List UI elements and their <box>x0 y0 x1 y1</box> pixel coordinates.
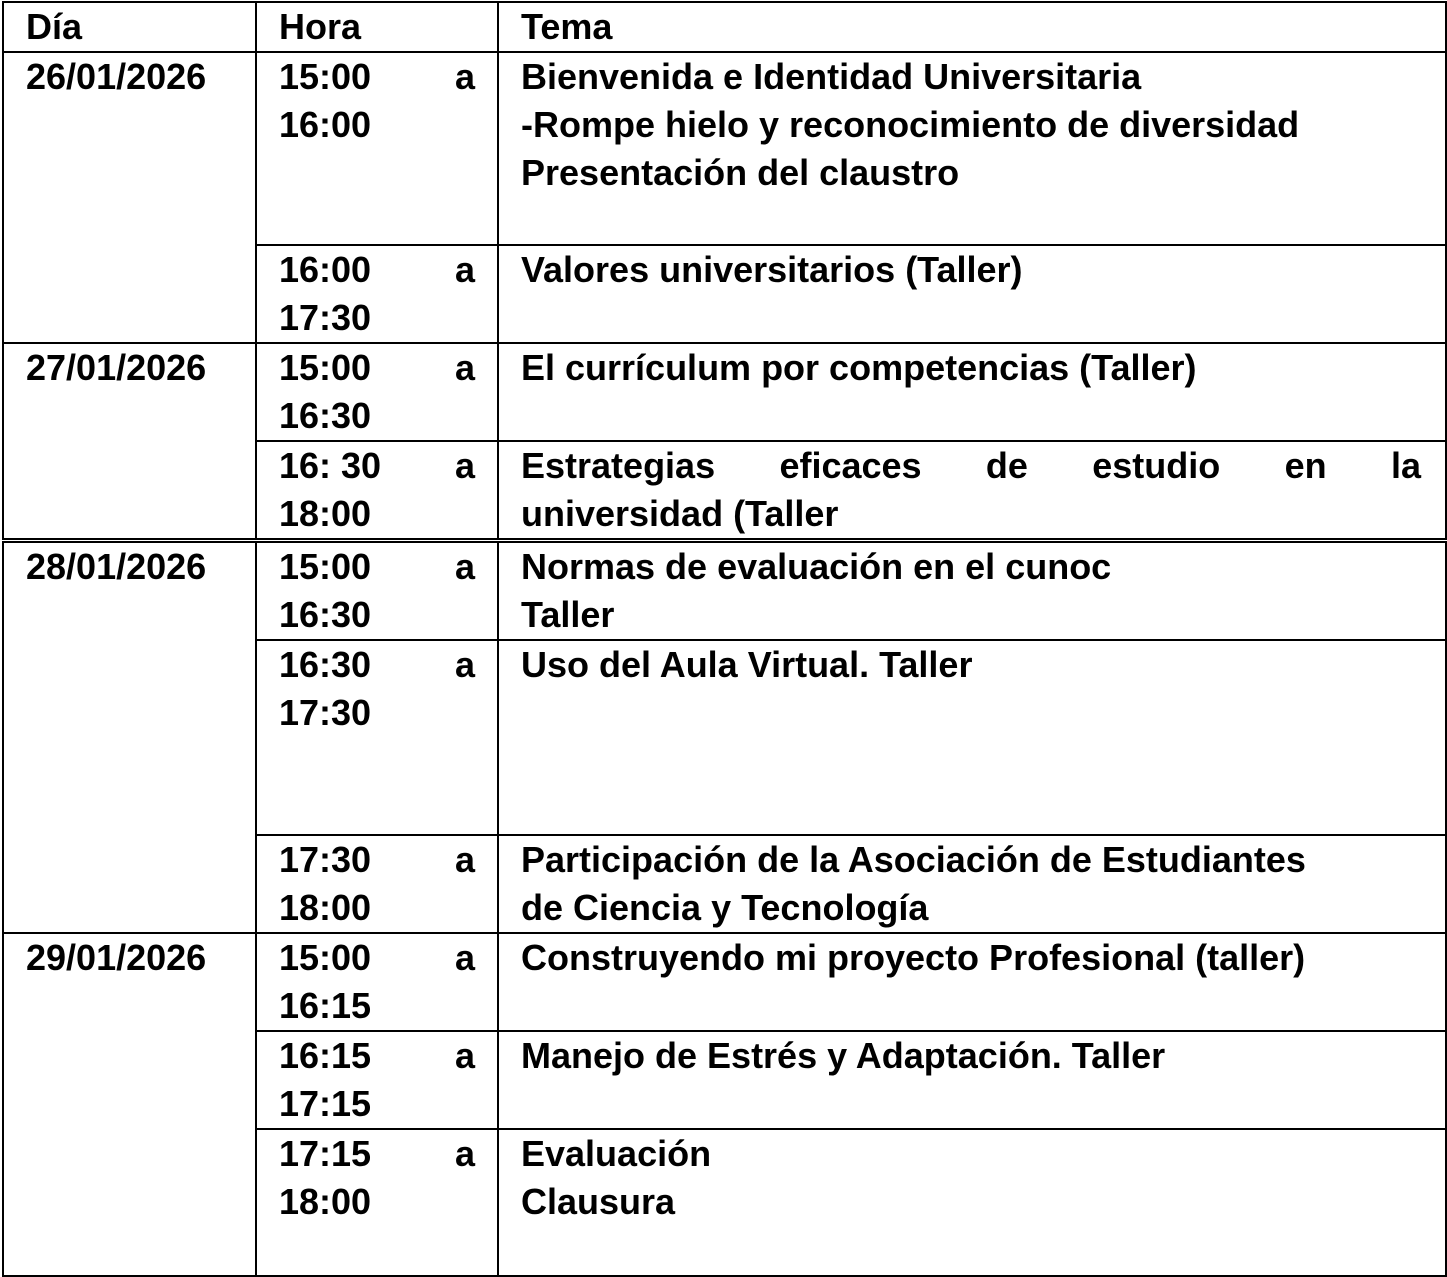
time-separator: a <box>454 937 475 978</box>
end-time: 18:00 <box>279 1181 372 1222</box>
header-row <box>3 2 1446 52</box>
end-time: 17:15 <box>279 1083 372 1124</box>
start-time: 15:00 <box>279 546 372 587</box>
topic-cell <box>498 1129 1446 1276</box>
end-time: 18:00 <box>279 887 372 928</box>
end-time: 16:30 <box>279 594 372 635</box>
topic-cell <box>498 441 1446 541</box>
time-range-line <box>279 543 475 591</box>
end-time: 18:00 <box>279 493 372 534</box>
topic-line: Manejo de Estrés y Adaptación. Taller <box>521 1035 1166 1076</box>
topic-line: Construyendo mi proyecto Profesional (taller) <box>521 937 1306 978</box>
time-cell <box>256 1129 498 1276</box>
topic-line: Taller <box>521 594 615 635</box>
schedule-table <box>2 1 1447 1277</box>
start-time: 16:30 <box>279 644 372 685</box>
topic-cell <box>498 52 1446 245</box>
time-separator: a <box>454 644 475 685</box>
time-cell <box>256 343 498 441</box>
time-cell <box>256 640 498 835</box>
time-range-line <box>279 1032 475 1080</box>
topic-cell <box>498 835 1446 933</box>
topic-line: Presentación del claustro <box>521 152 960 193</box>
time-range-line <box>279 53 475 101</box>
time-range-line <box>279 442 475 490</box>
time-separator: a <box>454 546 475 587</box>
topic-line: de Ciencia y Tecnología <box>521 887 929 928</box>
topic-cell <box>498 1031 1446 1129</box>
time-separator: a <box>454 249 475 290</box>
start-time: 15:00 <box>279 937 372 978</box>
time-separator: a <box>454 1035 475 1076</box>
topic-line: Evaluación <box>521 1133 712 1174</box>
end-time: 16:15 <box>279 985 372 1026</box>
time-range-line <box>279 934 475 982</box>
header-dia: Día <box>3 2 256 52</box>
time-separator: a <box>454 347 475 388</box>
day-cell: 27/01/2026 <box>3 343 256 541</box>
start-time: 16:15 <box>279 1035 372 1076</box>
time-cell <box>256 52 498 245</box>
end-time: 17:30 <box>279 692 372 733</box>
topic-cell <box>498 541 1446 641</box>
topic-line: Clausura <box>521 1181 676 1222</box>
day-cell: 29/01/2026 <box>3 933 256 1276</box>
start-time: 16: 30 <box>279 445 382 486</box>
topic-line: Bienvenida e Identidad Universitaria <box>521 56 1142 97</box>
time-range-line <box>279 344 475 392</box>
topic-line: universidad (Taller <box>521 493 839 534</box>
topic-line: Participación de la Asociación de Estudiantes <box>521 839 1306 880</box>
start-time: 16:00 <box>279 249 372 290</box>
topic-cell <box>498 343 1446 441</box>
topic-cell <box>498 640 1446 835</box>
time-range-line <box>279 641 475 689</box>
topic-cell <box>498 245 1446 343</box>
topic-cell <box>498 933 1446 1031</box>
start-time: 15:00 <box>279 347 372 388</box>
topic-line: El currículum por competencias (Taller) <box>521 347 1197 388</box>
time-cell <box>256 541 498 641</box>
day-cell: 28/01/2026 <box>3 541 256 934</box>
time-cell <box>256 835 498 933</box>
end-time: 16:30 <box>279 395 372 436</box>
start-time: 15:00 <box>279 56 372 97</box>
time-separator: a <box>454 445 475 486</box>
table-row <box>3 343 1446 441</box>
end-time: 16:00 <box>279 104 372 145</box>
time-separator: a <box>454 56 475 97</box>
day-cell: 26/01/2026 <box>3 52 256 343</box>
topic-line: Estrategias eficaces de estudio en la <box>521 445 1421 486</box>
time-cell <box>256 1031 498 1129</box>
time-range-line <box>279 246 475 294</box>
end-time: 17:30 <box>279 297 372 338</box>
topic-line: -Rompe hielo y reconocimiento de diversidad <box>521 104 1300 145</box>
table-row <box>3 52 1446 245</box>
header-tema: Tema <box>498 2 1446 52</box>
time-cell <box>256 441 498 541</box>
table-row <box>3 541 1446 641</box>
topic-line: Normas de evaluación en el cunoc <box>521 546 1112 587</box>
time-cell <box>256 245 498 343</box>
time-cell <box>256 933 498 1031</box>
time-range-line <box>279 1130 475 1178</box>
topic-line: Valores universitarios (Taller) <box>521 249 1023 290</box>
start-time: 17:30 <box>279 839 372 880</box>
header-hora: Hora <box>256 2 498 52</box>
time-separator: a <box>454 1133 475 1174</box>
time-separator: a <box>454 839 475 880</box>
time-range-line <box>279 836 475 884</box>
table-row <box>3 933 1446 1031</box>
topic-line: Uso del Aula Virtual. Taller <box>521 644 973 685</box>
start-time: 17:15 <box>279 1133 372 1174</box>
